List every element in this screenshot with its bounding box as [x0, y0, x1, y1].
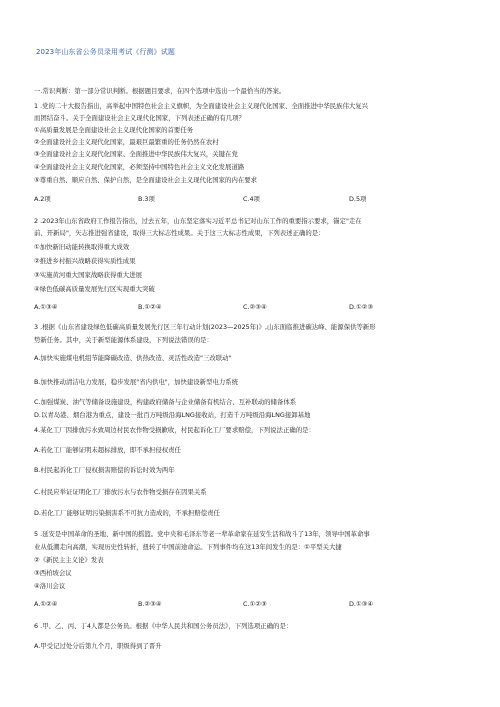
- q4-option-a[interactable]: A.若化工厂能够证明未超标排放，即不承担侵权责任: [34, 446, 181, 454]
- q1-stem-line1: 1 .党的二十大报告指出，高举起中国特色社会主义旗帜，为全面建设社会主义现代化国家、全面推进中华民族伟大复兴: [34, 102, 369, 110]
- q1-stem-line2: 而团结奋斗。关于全面建设社会主义现代化国家，下列表述正确的有几项？: [34, 114, 245, 122]
- q4-option-d[interactable]: D.若化工厂能够证明污染损害系不可抗力造成的，不承担赔偿责任: [34, 509, 220, 517]
- document-title: 2023年山东省公务员录用考试《行测》试题: [36, 48, 175, 56]
- q1-item-5: ⑤尊重自然、顺应自然、保护自然，是全面建设社会主义现代化国家的内在要求: [34, 176, 258, 184]
- q5-option-b[interactable]: B.②③④: [138, 600, 162, 608]
- q5-option-d[interactable]: D.①③④: [349, 600, 374, 608]
- q3-option-b[interactable]: B.加快推动清洁电力发展，稳步发展"省内供电"，加快建设新型电力系统: [34, 378, 239, 386]
- q5-stem-line1: 5 .延安是中国革命的圣地、新中国的摇篮。党中央和毛泽东等老一辈革命家在延安生活和战斗了13年，领导中国革命事: [34, 530, 370, 538]
- q5-option-c[interactable]: C.①②③: [243, 600, 267, 608]
- q2-option-b[interactable]: B.①②④: [138, 303, 162, 311]
- section-header: 一.常识判断：第一部分常识判断。根据题目要求，在四个选项中选出一个最恰当的答案。: [34, 87, 286, 95]
- q2-option-a[interactable]: A.①③④: [34, 303, 58, 311]
- q1-item-2: ②全面建设社会主义现代化国家，最艰巨最繁重的任务仍然在农村: [34, 138, 219, 146]
- q1-item-3: ③全面建设社会主义现代化国家、全面推进中华民族伟大复兴，关键在党: [34, 150, 238, 158]
- q5-item-2: ②《新民主主义论》发表: [34, 556, 104, 564]
- q5-stem-line2: 业从低潮走向高潮，实现历史性转折，扭转了中国前途命运。下列事件均在这13年间发生的是：①平型关大捷: [34, 543, 342, 551]
- q2-item-2: ②推进乡村振兴战略获得实质性成果: [34, 257, 136, 265]
- q1-option-c[interactable]: C.4项: [243, 195, 260, 203]
- q3-stem-line1: 3 .根据《山东省建设绿色低碳高质量发展先行区三年行动计划(2023—2025年)》,山东面临推进碳达峰、能源保供等新形: [34, 323, 376, 331]
- q6-stem: 6 .甲、乙、丙、丁4人都是公务员。根据《中华人民共和国公务员法》，下列选项正确的是：: [34, 622, 293, 630]
- q6-option-a[interactable]: A.甲受记过处分后第九个月，职级得到了晋升: [34, 642, 162, 650]
- q4-option-c[interactable]: C.村民应举证证明化工厂排放污水与农作物受损存在因果关系: [34, 488, 207, 496]
- q2-item-4: ④绿色低碳高质量发展先行区实现重大突破: [34, 285, 155, 293]
- q1-item-4: ④全面建设社会主义现代化国家，必须坚持中国特色社会主义文化发展道路: [34, 163, 245, 171]
- q2-stem-line1: 2 .2023年山东省政府工作报告指出，过去五年，山东坚定落实习近平总书记对山东工作的重要指示要求，锚定"走在: [34, 217, 362, 225]
- q2-item-1: ①加快新旧动能转换取得重大成效: [34, 243, 130, 251]
- q3-option-a[interactable]: A.加快实施煤电机组节能降碳改造、供热改造、灵活性改造"三改联动": [34, 354, 232, 362]
- q4-stem: 4.某化工厂因排放污水致周边村民农作物受损歉收，村民起诉化工厂要求赔偿，下列说法正确的是：: [34, 426, 315, 434]
- q3-option-c[interactable]: C.加强煤炭、油气等储备设施建设，构建政府储备与企业储备有机结合、互补联动的储备体系: [34, 398, 297, 406]
- q4-option-b[interactable]: B.村民起诉化工厂侵权损害赔偿的诉讼时效为两年: [34, 466, 175, 474]
- q2-stem-line2: 前、开新局"，矢志推进强省建设，取得三大标志性成果。关于这三大标志性成果，下列表述正确的是：: [34, 229, 325, 237]
- q1-option-b[interactable]: B.3项: [138, 195, 155, 203]
- q1-option-d[interactable]: D.5项: [349, 195, 367, 203]
- q3-stem-line2: 势新任务。其中，关于新型能源体系建设，下列说法错误的是：: [34, 336, 213, 344]
- q3-option-d[interactable]: D.以青岛港、烟台港为重点，建设一批百万吨级沿海LNG接收站，打造千万吨级沿海LNG接卸基地: [34, 411, 311, 419]
- q5-item-4: ④洛川会议: [34, 582, 66, 590]
- q1-option-a[interactable]: A.2项: [34, 195, 51, 203]
- q2-option-d[interactable]: D.①②③: [349, 303, 374, 311]
- q5-item-3: ③西柏坡会议: [34, 569, 72, 577]
- q2-item-3: ③实施黄河重大国家战略获得重大进展: [34, 271, 142, 279]
- q2-option-c[interactable]: C.②③④: [243, 303, 267, 311]
- q1-item-1: ①高质量发展是全面建设社会主义现代化国家的首要任务: [34, 126, 194, 134]
- q5-option-a[interactable]: A.①②④: [34, 600, 58, 608]
